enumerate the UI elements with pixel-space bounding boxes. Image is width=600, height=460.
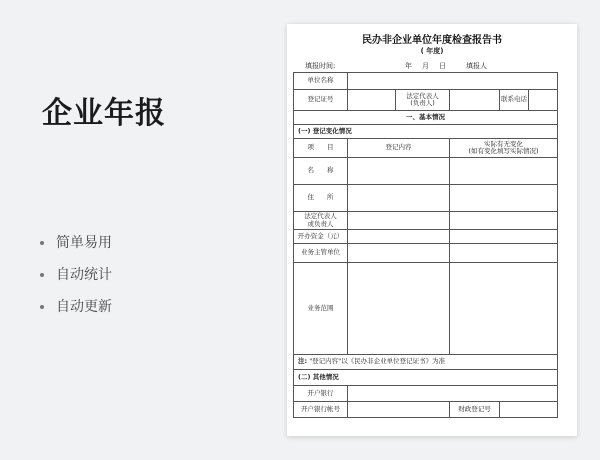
col-item-header: 项 目: [294, 139, 348, 158]
legal-rep-reg-cell: [348, 212, 450, 230]
section-other-info: (二) 其他情况: [294, 370, 558, 386]
filler-label: 填报人: [466, 62, 487, 70]
note-label: 注:: [298, 357, 308, 366]
capital-label: 开办资金（元）: [294, 230, 348, 244]
bank-account-label: 开户银行帐号: [294, 402, 348, 418]
reg-no-cell: [348, 90, 396, 111]
scope-reg-cell: [348, 263, 450, 355]
bullet-icon: [40, 273, 44, 277]
legal-rep-label: 法定代表人 (负责人): [396, 90, 450, 111]
fill-date-label: 填报时间:: [305, 62, 336, 70]
note-text: "登记内容"以《民办非企业单位登记证书》为准: [309, 357, 446, 366]
fill-month-label: 月: [422, 62, 429, 70]
capital-actual-cell: [450, 230, 558, 244]
supervisor-actual-cell: [450, 244, 558, 263]
unit-name-label: 单位名称: [294, 73, 348, 90]
name-actual-cell: [450, 158, 558, 185]
section-basic-info: 一、基本情况: [294, 111, 558, 125]
scope-label: 业务范围: [294, 263, 348, 355]
reg-no-label: 登记证号: [294, 90, 348, 111]
finance-reg-cell: [500, 402, 558, 418]
report-table: [293, 72, 558, 418]
bank-cell: [348, 386, 558, 402]
col-actual-header: 实际有无变化 (如有变化填写实际情况): [450, 139, 558, 158]
name-label: 名 称: [294, 158, 348, 185]
doc-year: ( 年度): [420, 47, 444, 55]
address-actual-cell: [450, 185, 558, 212]
finance-reg-label: 财政登记号: [450, 402, 500, 418]
bank-account-cell: [348, 402, 450, 418]
feature-label: 自动更新: [56, 299, 112, 315]
supervisor-label: 业务主管单位: [294, 244, 348, 263]
name-reg-cell: [348, 158, 450, 185]
section-registration-changes: (一) 登记变化情况: [294, 125, 558, 139]
address-label: 住 所: [294, 185, 348, 212]
capital-reg-cell: [348, 230, 450, 244]
unit-name-cell: [348, 73, 558, 90]
doc-title: 民办非企业单位年度检查报告书: [362, 35, 502, 46]
feature-item: [40, 297, 112, 329]
note-row: [294, 355, 558, 370]
fill-day-label: 日: [439, 62, 446, 70]
fill-year-label: 年: [405, 62, 412, 70]
feature-item: [40, 233, 112, 265]
fill-info-line: [287, 61, 577, 71]
contact-phone-cell: [529, 90, 558, 111]
feature-item: [40, 265, 112, 297]
col-reg-header: 登记内容: [348, 139, 450, 158]
feature-label: 简单易用: [56, 235, 112, 251]
headline: 企业年报: [42, 96, 166, 131]
legal-rep-row-label: 法定代表人 或负责人: [294, 212, 348, 230]
contact-phone-label: 联系电话: [500, 90, 529, 111]
bullet-icon: [40, 241, 44, 245]
feature-label: 自动统计: [56, 267, 112, 283]
address-reg-cell: [348, 185, 450, 212]
legal-rep-actual-cell: [450, 212, 558, 230]
legal-rep-cell: [450, 90, 500, 111]
feature-list: [40, 233, 112, 329]
bullet-icon: [40, 305, 44, 309]
scope-actual-cell: [450, 263, 558, 355]
bank-label: 开户银行: [294, 386, 348, 402]
report-document: [287, 24, 577, 436]
supervisor-reg-cell: [348, 244, 450, 263]
